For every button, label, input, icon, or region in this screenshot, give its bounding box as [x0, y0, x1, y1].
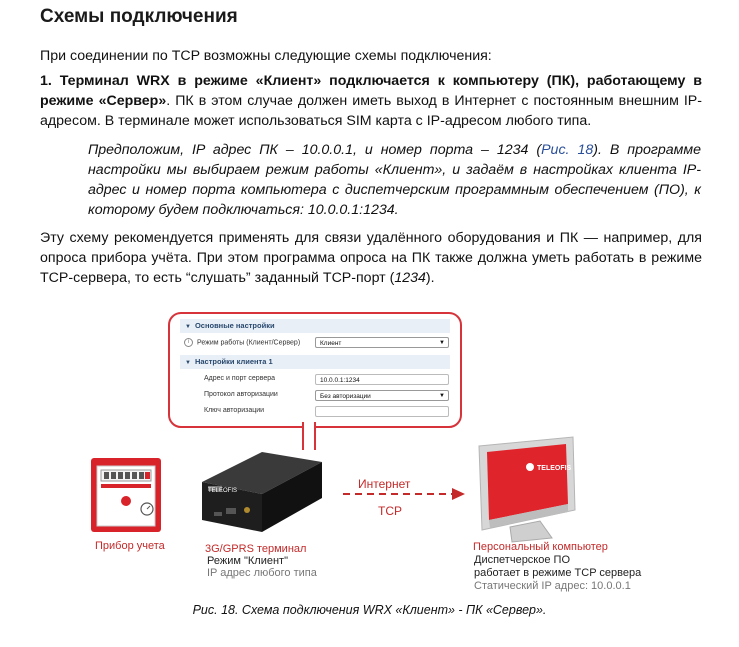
link-tcp-label: TCP	[378, 504, 402, 518]
protocol-value: Без авторизации	[320, 393, 371, 400]
monitor-brand: TELEOFIS	[537, 465, 572, 472]
figure-link[interactable]: Рис. 18	[541, 142, 594, 158]
mode-label: Режим работы (Клиент/Сервер)	[197, 339, 301, 347]
section-client-settings-label: Настройки клиента 1	[194, 357, 273, 366]
address-label: Адрес и порт сервера	[204, 375, 276, 382]
recommend-after: ).	[425, 270, 435, 286]
section-main-settings-label: Основные настройки	[194, 321, 275, 330]
link-internet-label: Интернет	[358, 477, 411, 491]
mode-value: Клиент	[320, 340, 342, 347]
chevron-down-icon: ▼	[439, 340, 445, 346]
item-1-bold: 1. Терминал WRX в режиме «Клиент» подключается к компьютеру (ПК), работающему в режиме «Сервер»	[40, 73, 702, 109]
address-value: 10.0.0.1:1234	[320, 377, 360, 384]
meter-icon	[91, 458, 161, 532]
protocol-label: Протокол авторизации	[204, 391, 278, 398]
collapse-icon: ▼	[185, 324, 191, 330]
terminal-mode: Режим "Клиент"	[207, 555, 288, 567]
figure-caption: Рис. 18. Схема подключения WRX «Клиент» - ПК «Сервер».	[192, 603, 547, 617]
terminal-title: 3G/GPRS терминал	[205, 543, 307, 555]
pc-title: Персональный компьютер	[473, 541, 608, 553]
key-label: Ключ авторизации	[204, 407, 265, 414]
monitor-icon	[479, 437, 575, 542]
note-after: ). В программе настройки мы выбираем режим работы «Клиент», и задаём в настройках клиента IP-адрес и номер порта компьютера с диспетчерским программным обеспечением (ПО), к которому будем подключаться: 10.0.0.1:1234.	[88, 142, 701, 218]
note-before: Предположим, IP адрес ПК – 10.0.0.1, и номер порта – 1234 (	[88, 142, 542, 158]
meter-label: Прибор учета	[95, 540, 165, 552]
section-heading: Схемы подключения	[40, 6, 238, 27]
info-icon: i	[184, 338, 193, 347]
item-1-text: . ПК в этом случае должен иметь выход в Интернет с постоянным внешним IP-адресом. В терминале может использоваться SIM карта с IP-адресом любого типа.	[40, 93, 702, 129]
recommend-port: 1234	[394, 270, 426, 286]
chevron-down-icon: ▼	[439, 393, 445, 399]
terminal-ip: IP адрес любого типа	[207, 567, 317, 579]
intro-paragraph: При соединении по TCP возможны следующие схемы подключения:	[40, 48, 492, 64]
pc-line-2: работает в режиме TCP сервера	[474, 567, 642, 579]
pc-line-1: Диспетчерское ПО	[474, 554, 570, 566]
collapse-icon: ▼	[185, 360, 191, 366]
terminal-brand: TELEOFIS	[208, 488, 238, 494]
pc-ip: Статический IP адрес: 10.0.0.1	[474, 580, 631, 592]
recommend-before: Эту схему рекомендуется применять для связи удалённого оборудования и ПК — например, для опроса прибора учёта. При этом программа опроса на ПК также должна уметь работать в режиме TCP-сервера, то есть “слушать” заданный TCP-порт (	[40, 230, 702, 286]
